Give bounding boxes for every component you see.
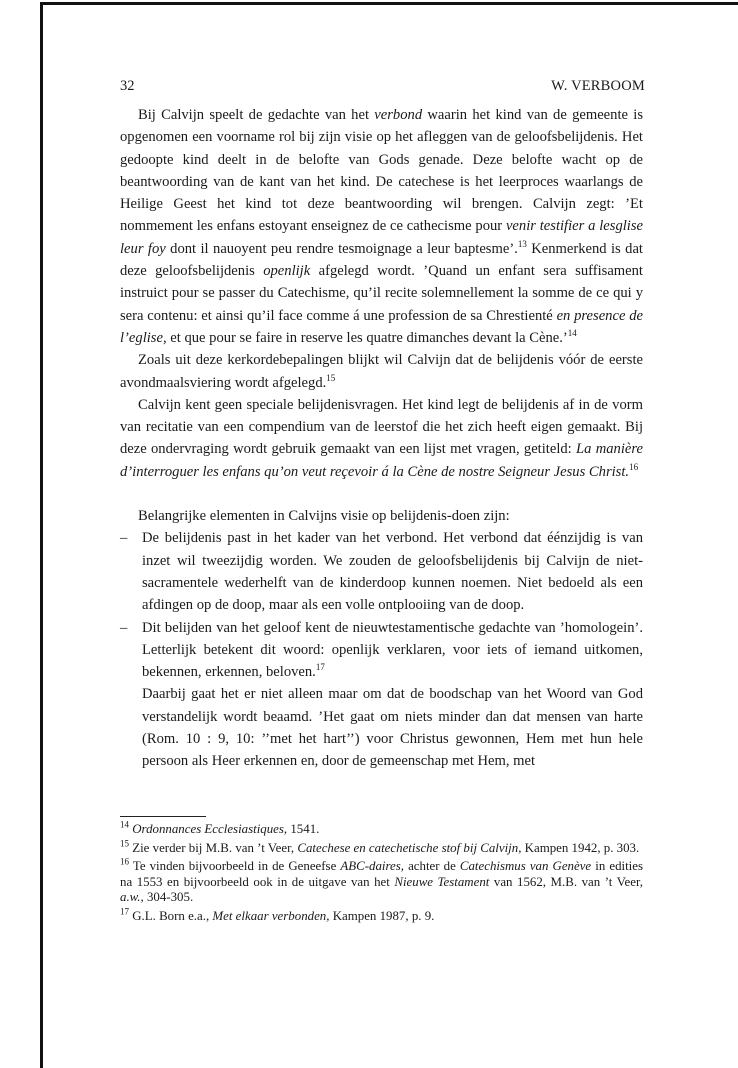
footnote-number: 15 (120, 838, 129, 849)
text-span: in edities na 1553 en bijvoorbeeld ook in de uitgave van het (120, 859, 643, 889)
text-span: G.L. Born e.a., (129, 908, 213, 923)
text-span: Te vinden bijvoorbeeld in de Geneefse (129, 859, 341, 873)
list-dash: – (120, 619, 128, 636)
footnote-rule (120, 816, 206, 817)
text-span: 304-305. (143, 890, 194, 904)
footnote-number: 14 (120, 819, 129, 830)
italic-text: a.w., (120, 890, 144, 904)
footnote-number: 17 (120, 906, 129, 917)
footnote-16 (120, 856, 643, 906)
text-span: Kampen 1987, p. 9. (329, 908, 435, 923)
italic-text: ABC-daires, (340, 859, 404, 873)
italic-text: venir testifier a lesglise leur foy (120, 218, 644, 257)
list-item (120, 527, 643, 616)
italic-text: La manière d’interroguer les enfans qu’on veut reçevoir á la Cène de nostre Seigneur Jesus Christ. (120, 441, 643, 480)
italic-text: Nieuwe Testament (394, 874, 490, 889)
footnote-ref: 14 (567, 328, 577, 339)
paragraph (120, 104, 643, 349)
italic-text: openlijk (263, 263, 311, 280)
page-border-left (40, 2, 43, 1068)
text-span: et que pour se faire in reserve les quatre dimanches devant la Cène.’ (166, 329, 568, 346)
list-dash: – (120, 530, 128, 547)
text-span: Bij Calvijn speelt de gedachte van het (138, 107, 375, 123)
paragraph-gap (120, 483, 643, 505)
italic-text: Catechismus van Genève (459, 859, 592, 873)
text-span: waarin het kind van de gemeente is opgenomen een voorname rol bij zijn visie op het afleggen van de geloofsbelijdenis. Het gedoopte kind deelt in de belofte van Gods genade. Deze belofte wacht op de beantwoording van de kant van het kind. De catechese is het leerproces waarlangs de Heilige Geest het kind tot deze beantwoording wil brengen. Calvijn zegt: ’Et nommement les enfans estoyant enseignez de ce cathecisme pour (120, 107, 643, 235)
footnotes (120, 819, 643, 927)
text-span: Zoals uit deze kerkordebepalingen blijkt wil Calvijn dat de belijdenis vóór de eerste avondmaalsviering wordt afgelegd. (120, 352, 643, 391)
text-span: achter de (404, 859, 460, 873)
text-span: dont il nauoyent peu rendre tesmoignage a leur baptesme’. (165, 240, 518, 257)
footnote-15 (120, 838, 643, 857)
italic-text: en presence de l’eglise, (120, 307, 643, 346)
page-border-top (40, 2, 738, 5)
list-item-text: De belijdenis past in het kader van het verbond. Het verbond dat éénzijdig is van inzet wil tweezijdig worden. We zouden de geloofsbelijdenis bij Calvijn de niet-sacramentele wederhelft van de kinderdoop kunnen noemen. Niet bedoeld als een afdingen op de doop, maar als een volle ontplooiing van de doop. (142, 530, 643, 614)
text-span: Zie verder bij M.B. van ’t Veer, (129, 840, 298, 855)
footnote-ref: 17 (315, 662, 325, 673)
list-item (120, 617, 643, 684)
page-number: 32 (120, 78, 135, 94)
text-span: Kampen 1942, p. 303. (521, 840, 640, 855)
body-text (120, 104, 643, 773)
paragraph: Belangrijke elementen in Calvijns visie op belijdenis-doen zijn: (138, 508, 510, 525)
footnote-ref: 13 (517, 238, 527, 249)
italic-text: Met elkaar verbonden, (212, 908, 330, 923)
text-span: afgelegd wordt. ’Quand un enfant sera suffisament instruict pour se passer du Catechisme, qu’il recite solemnellement la somme de ce qui y sera contenu: et ainsi qu’il face comme á une profession de sa Chrestienté (120, 263, 643, 324)
italic-text: Catechese en catechetische stof bij Calvijn, (297, 840, 522, 855)
italic-text: verbond (374, 107, 423, 123)
footnote-17 (120, 906, 643, 925)
footnote-ref: 15 (326, 372, 336, 383)
text-span: Calvijn kent geen speciale belijdenisvragen. Het kind legt de belijdenis af in de vorm van recitatie van een compendium van de leerstof die het zich heeft eigen gemaakt. Bij deze ondervraging wordt gebruik gemaakt van een lijst met vragen, getiteld: (120, 396, 643, 458)
footnote-14 (120, 819, 643, 838)
list-item-continuation: Daarbij gaat het er niet alleen maar om dat de boodschap van het Woord van God verstandelijk wordt beaamd. ’Het gaat om niets minder dan dat mensen van harte (Rom. 10 : 9, 10: ’’met het hart’’) voor Christus gewonnen, Hem met hun hele persoon als Heer erkennen en, door de gemeenschap met Hem, met (142, 686, 643, 770)
text-span: Kenmerkend is dat deze geloofsbelijdenis (120, 240, 643, 280)
italic-text: Ordonnances Ecclesiastiques, (132, 822, 288, 836)
paragraph (120, 349, 643, 394)
list-item-text: Dit belijden van het geloof kent de nieuwtestamentische gedachte van ’homologein’. Letterlijk betekent dit woord: openlijk verklaren, voor iets of iemand uitkomen, bekennen, erkennen, beloven. (142, 619, 643, 681)
paragraph (120, 394, 643, 483)
text-span: van 1562, M.B. van ’t Veer, (489, 874, 643, 889)
footnote-ref: 16 (629, 461, 639, 472)
text-span: 1541. (287, 822, 320, 836)
footnote-number: 16 (120, 856, 129, 867)
running-head: W. VERBOOM (551, 78, 645, 94)
